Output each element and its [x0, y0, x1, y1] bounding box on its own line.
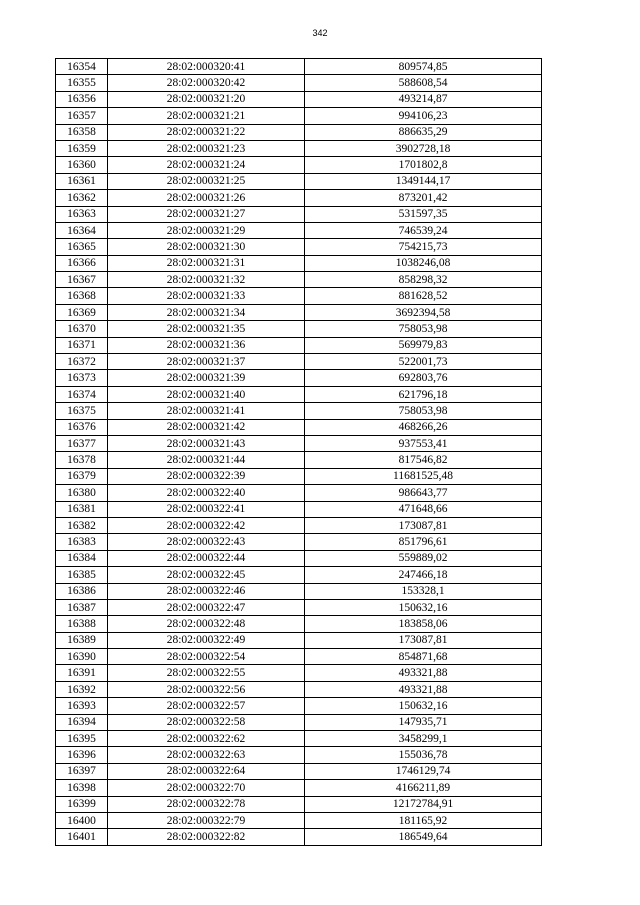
row-number-cell: 16369 — [56, 304, 108, 320]
row-number-cell: 16391 — [56, 665, 108, 681]
table-row — [56, 632, 542, 648]
table-row — [56, 435, 542, 451]
row-number-cell: 16362 — [56, 190, 108, 206]
table-row — [56, 796, 542, 812]
value-cell: 531597,35 — [305, 206, 542, 222]
row-number-cell: 16361 — [56, 173, 108, 189]
value-cell: 471648,66 — [305, 501, 542, 517]
cadastral-number-cell: 28:02:000322:56 — [108, 681, 305, 697]
cadastral-number-cell: 28:02:000321:31 — [108, 255, 305, 271]
table-row — [56, 140, 542, 156]
page-number: 342 — [312, 28, 328, 38]
table-row — [56, 419, 542, 435]
cadastral-number-cell: 28:02:000322:49 — [108, 632, 305, 648]
cadastral-number-cell: 28:02:000322:78 — [108, 796, 305, 812]
table-row — [56, 124, 542, 140]
row-number-cell: 16389 — [56, 632, 108, 648]
value-cell: 183858,06 — [305, 616, 542, 632]
row-number-cell: 16371 — [56, 337, 108, 353]
cadastral-number-cell: 28:02:000322:64 — [108, 763, 305, 779]
table-row — [56, 485, 542, 501]
row-number-cell: 16383 — [56, 534, 108, 550]
value-cell: 817546,82 — [305, 452, 542, 468]
cadastral-number-cell: 28:02:000322:44 — [108, 550, 305, 566]
table-row — [56, 501, 542, 517]
table-row — [56, 403, 542, 419]
row-number-cell: 16382 — [56, 517, 108, 533]
cadastral-number-cell: 28:02:000322:45 — [108, 567, 305, 583]
table-row — [56, 337, 542, 353]
table-row — [56, 206, 542, 222]
row-number-cell: 16365 — [56, 239, 108, 255]
value-cell: 4166211,89 — [305, 780, 542, 796]
value-cell: 881628,52 — [305, 288, 542, 304]
row-number-cell: 16398 — [56, 780, 108, 796]
value-cell: 937553,41 — [305, 435, 542, 451]
row-number-cell: 16395 — [56, 731, 108, 747]
value-cell: 173087,81 — [305, 517, 542, 533]
cadastral-number-cell: 28:02:000321:35 — [108, 321, 305, 337]
table-row — [56, 370, 542, 386]
cadastral-number-cell: 28:02:000320:42 — [108, 75, 305, 91]
row-number-cell: 16359 — [56, 140, 108, 156]
value-cell: 994106,23 — [305, 108, 542, 124]
value-cell: 155036,78 — [305, 747, 542, 763]
value-cell: 754215,73 — [305, 239, 542, 255]
value-cell: 147935,71 — [305, 714, 542, 730]
value-cell: 858298,32 — [305, 272, 542, 288]
row-number-cell: 16375 — [56, 403, 108, 419]
table-row — [56, 304, 542, 320]
table-row — [56, 517, 542, 533]
table-row — [56, 534, 542, 550]
row-number-cell: 16385 — [56, 567, 108, 583]
row-number-cell: 16357 — [56, 108, 108, 124]
cadastral-number-cell: 28:02:000321:22 — [108, 124, 305, 140]
value-cell: 3458299,1 — [305, 731, 542, 747]
row-number-cell: 16384 — [56, 550, 108, 566]
table-row — [56, 239, 542, 255]
value-cell: 150632,16 — [305, 698, 542, 714]
cadastral-number-cell: 28:02:000321:21 — [108, 108, 305, 124]
table-row — [56, 468, 542, 484]
cadastral-number-cell: 28:02:000321:43 — [108, 435, 305, 451]
value-cell: 1038246,08 — [305, 255, 542, 271]
cadastral-number-cell: 28:02:000322:62 — [108, 731, 305, 747]
table-row — [56, 812, 542, 828]
table-row — [56, 386, 542, 402]
table-row — [56, 714, 542, 730]
value-cell: 986643,77 — [305, 485, 542, 501]
row-number-cell: 16355 — [56, 75, 108, 91]
row-number-cell: 16358 — [56, 124, 108, 140]
table-row — [56, 599, 542, 615]
value-cell: 3692394,58 — [305, 304, 542, 320]
value-cell: 186549,64 — [305, 829, 542, 845]
cadastral-number-cell: 28:02:000321:44 — [108, 452, 305, 468]
table-row — [56, 354, 542, 370]
cadastral-number-cell: 28:02:000321:25 — [108, 173, 305, 189]
table-row — [56, 550, 542, 566]
table-row — [56, 91, 542, 107]
table-row — [56, 747, 542, 763]
row-number-cell: 16378 — [56, 452, 108, 468]
row-number-cell: 16386 — [56, 583, 108, 599]
cadastral-number-cell: 28:02:000322:41 — [108, 501, 305, 517]
cadastral-number-cell: 28:02:000322:42 — [108, 517, 305, 533]
row-number-cell: 16374 — [56, 386, 108, 402]
table-row — [56, 681, 542, 697]
table-row — [56, 763, 542, 779]
value-cell: 886635,29 — [305, 124, 542, 140]
value-cell: 150632,16 — [305, 599, 542, 615]
value-cell: 758053,98 — [305, 403, 542, 419]
cadastral-number-cell: 28:02:000321:27 — [108, 206, 305, 222]
table-row — [56, 616, 542, 632]
value-cell: 873201,42 — [305, 190, 542, 206]
value-cell: 1746129,74 — [305, 763, 542, 779]
row-number-cell: 16356 — [56, 91, 108, 107]
value-cell: 522001,73 — [305, 354, 542, 370]
value-cell: 746539,24 — [305, 222, 542, 238]
table-row — [56, 698, 542, 714]
cadastral-number-cell: 28:02:000322:39 — [108, 468, 305, 484]
cadastral-number-cell: 28:02:000322:54 — [108, 649, 305, 665]
table-row — [56, 75, 542, 91]
table-row — [56, 649, 542, 665]
value-cell: 588608,54 — [305, 75, 542, 91]
value-cell: 247466,18 — [305, 567, 542, 583]
value-cell: 12172784,91 — [305, 796, 542, 812]
value-cell: 3902728,18 — [305, 140, 542, 156]
cadastral-number-cell: 28:02:000321:29 — [108, 222, 305, 238]
cadastral-value-table — [55, 58, 542, 846]
table-row — [56, 321, 542, 337]
cadastral-number-cell: 28:02:000321:39 — [108, 370, 305, 386]
row-number-cell: 16387 — [56, 599, 108, 615]
cadastral-number-cell: 28:02:000321:36 — [108, 337, 305, 353]
table-body — [56, 59, 542, 846]
row-number-cell: 16390 — [56, 649, 108, 665]
value-cell: 153328,1 — [305, 583, 542, 599]
value-cell: 851796,61 — [305, 534, 542, 550]
table-row — [56, 288, 542, 304]
row-number-cell: 16377 — [56, 435, 108, 451]
table-row — [56, 567, 542, 583]
cadastral-number-cell: 28:02:000322:43 — [108, 534, 305, 550]
row-number-cell: 16363 — [56, 206, 108, 222]
row-number-cell: 16392 — [56, 681, 108, 697]
table-row — [56, 157, 542, 173]
value-cell: 11681525,48 — [305, 468, 542, 484]
row-number-cell: 16388 — [56, 616, 108, 632]
row-number-cell: 16360 — [56, 157, 108, 173]
row-number-cell: 16380 — [56, 485, 108, 501]
value-cell: 173087,81 — [305, 632, 542, 648]
row-number-cell: 16364 — [56, 222, 108, 238]
cadastral-number-cell: 28:02:000322:46 — [108, 583, 305, 599]
row-number-cell: 16370 — [56, 321, 108, 337]
cadastral-number-cell: 28:02:000321:34 — [108, 304, 305, 320]
row-number-cell: 16367 — [56, 272, 108, 288]
value-cell: 493321,88 — [305, 681, 542, 697]
value-cell: 621796,18 — [305, 386, 542, 402]
cadastral-number-cell: 28:02:000322:55 — [108, 665, 305, 681]
table-row — [56, 59, 542, 75]
cadastral-number-cell: 28:02:000321:20 — [108, 91, 305, 107]
value-cell: 559889,02 — [305, 550, 542, 566]
row-number-cell: 16366 — [56, 255, 108, 271]
cadastral-number-cell: 28:02:000322:48 — [108, 616, 305, 632]
table-row — [56, 222, 542, 238]
value-cell: 493214,87 — [305, 91, 542, 107]
row-number-cell: 16373 — [56, 370, 108, 386]
table-row — [56, 272, 542, 288]
table-row — [56, 780, 542, 796]
table-row — [56, 452, 542, 468]
table-row — [56, 731, 542, 747]
row-number-cell: 16396 — [56, 747, 108, 763]
value-cell: 1701802,8 — [305, 157, 542, 173]
cadastral-number-cell: 28:02:000321:32 — [108, 272, 305, 288]
row-number-cell: 16393 — [56, 698, 108, 714]
cadastral-number-cell: 28:02:000322:57 — [108, 698, 305, 714]
value-cell: 468266,26 — [305, 419, 542, 435]
cadastral-number-cell: 28:02:000321:37 — [108, 354, 305, 370]
cadastral-number-cell: 28:02:000321:30 — [108, 239, 305, 255]
cadastral-number-cell: 28:02:000322:47 — [108, 599, 305, 615]
cadastral-number-cell: 28:02:000320:41 — [108, 59, 305, 75]
table-row — [56, 173, 542, 189]
row-number-cell: 16394 — [56, 714, 108, 730]
table-row — [56, 829, 542, 845]
cadastral-number-cell: 28:02:000321:41 — [108, 403, 305, 419]
cadastral-number-cell: 28:02:000322:40 — [108, 485, 305, 501]
value-cell: 758053,98 — [305, 321, 542, 337]
cadastral-number-cell: 28:02:000322:82 — [108, 829, 305, 845]
row-number-cell: 16399 — [56, 796, 108, 812]
cadastral-number-cell: 28:02:000321:33 — [108, 288, 305, 304]
value-cell: 569979,83 — [305, 337, 542, 353]
value-cell: 181165,92 — [305, 812, 542, 828]
cadastral-number-cell: 28:02:000322:70 — [108, 780, 305, 796]
value-cell: 1349144,17 — [305, 173, 542, 189]
cadastral-number-cell: 28:02:000321:26 — [108, 190, 305, 206]
row-number-cell: 16376 — [56, 419, 108, 435]
value-cell: 809574,85 — [305, 59, 542, 75]
cadastral-number-cell: 28:02:000322:63 — [108, 747, 305, 763]
cadastral-number-cell: 28:02:000321:24 — [108, 157, 305, 173]
row-number-cell: 16368 — [56, 288, 108, 304]
cadastral-number-cell: 28:02:000321:23 — [108, 140, 305, 156]
cadastral-number-cell: 28:02:000321:40 — [108, 386, 305, 402]
cadastral-number-cell: 28:02:000322:79 — [108, 812, 305, 828]
value-cell: 692803,76 — [305, 370, 542, 386]
table-row — [56, 583, 542, 599]
cadastral-number-cell: 28:02:000322:58 — [108, 714, 305, 730]
value-cell: 854871,68 — [305, 649, 542, 665]
value-cell: 493321,88 — [305, 665, 542, 681]
table-row — [56, 665, 542, 681]
row-number-cell: 16400 — [56, 812, 108, 828]
row-number-cell: 16397 — [56, 763, 108, 779]
row-number-cell: 16354 — [56, 59, 108, 75]
row-number-cell: 16372 — [56, 354, 108, 370]
table-row — [56, 108, 542, 124]
row-number-cell: 16379 — [56, 468, 108, 484]
table-row — [56, 255, 542, 271]
row-number-cell: 16381 — [56, 501, 108, 517]
table-row — [56, 190, 542, 206]
row-number-cell: 16401 — [56, 829, 108, 845]
cadastral-number-cell: 28:02:000321:42 — [108, 419, 305, 435]
